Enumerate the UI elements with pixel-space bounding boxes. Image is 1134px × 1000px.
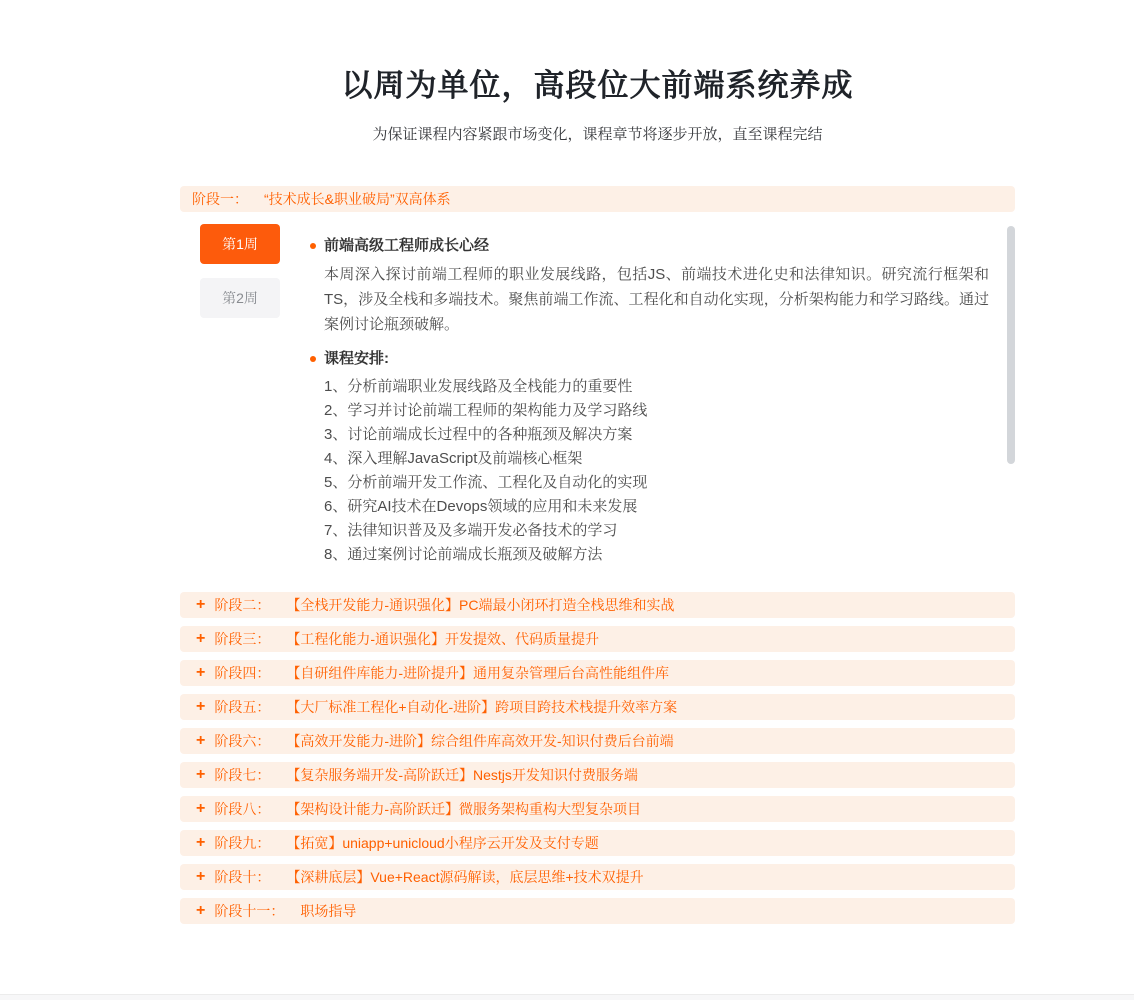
page-title: 以周为单位，高段位大前端系统养成	[341, 68, 854, 103]
expand-plus-icon[interactable]: +	[196, 664, 206, 681]
stage-row-label: 阶段二：	[214, 597, 271, 613]
section-schedule-title: 课程安排:	[324, 350, 389, 367]
content-container	[180, 0, 1015, 924]
expand-plus-icon[interactable]: +	[196, 596, 206, 613]
stage-1-header[interactable]	[180, 186, 1015, 212]
stage-row-title: 【大厂标准工程化+自动化-进阶】跨项目跨技术栈提升效率方案	[286, 699, 678, 715]
collapsed-stage-list	[180, 592, 1015, 924]
stage-row-title: 【深耕底层】Vue+React源码解读，底层思维+技术双提升	[286, 869, 644, 885]
expand-plus-icon[interactable]: +	[196, 902, 206, 919]
stage-row-title: 【高效开发能力-进阶】综合组件库高效开发-知识付费后台前端	[286, 733, 674, 749]
stage-row-2[interactable]	[180, 592, 1015, 618]
scrollbar-thumb[interactable]	[1007, 226, 1015, 464]
week-tab-1[interactable]: 第1周	[200, 224, 280, 264]
section-growth-desc: 本周深入探讨前端工程师的职业发展线路，包括JS、前端技术进化史和法律知识。研究流行框架和TS，涉及全栈和多端技术。聚焦前端工作流、工程化和自动化实现，分析架构能力和学习路线。通过案例讨论瓶颈破解。	[324, 266, 989, 333]
schedule-item: 2、学习并讨论前端工程师的架构能力及学习路线	[324, 402, 648, 419]
stage-row-9[interactable]	[180, 830, 1015, 856]
week-content-scroll	[300, 224, 1015, 567]
stage-row-11[interactable]	[180, 898, 1015, 924]
stage-row-title: 【架构设计能力-高阶跃迁】微服务架构重构大型复杂项目	[286, 801, 642, 817]
stage-row-10[interactable]	[180, 864, 1015, 890]
section-schedule	[310, 349, 989, 369]
section-growth	[310, 236, 989, 256]
expand-plus-icon[interactable]: +	[196, 732, 206, 749]
expand-plus-icon[interactable]: +	[196, 868, 206, 885]
schedule-list	[324, 375, 989, 567]
stage-row-label: 阶段五：	[214, 699, 271, 715]
stage-row-label: 阶段八：	[214, 801, 271, 817]
expand-plus-icon[interactable]: +	[196, 698, 206, 715]
stage-row-5[interactable]	[180, 694, 1015, 720]
next-section-divider	[0, 994, 1134, 1000]
stage-1-body	[180, 224, 1015, 563]
stage-row-label: 阶段六：	[214, 733, 271, 749]
stage-row-label: 阶段九：	[214, 835, 271, 851]
schedule-item: 7、法律知识普及及多端开发必备技术的学习	[324, 522, 618, 539]
week-content-panel	[300, 224, 1015, 563]
stage-row-6[interactable]	[180, 728, 1015, 754]
schedule-item: 1、分析前端职业发展线路及全栈能力的重要性	[324, 378, 633, 395]
schedule-item: 5、分析前端开发工作流、工程化及自动化的实现	[324, 474, 648, 491]
schedule-item: 6、研究AI技术在Devops领域的应用和未来发展	[324, 498, 638, 515]
stage-row-label: 阶段三：	[214, 631, 271, 647]
stage-row-title: 【全栈开发能力-通识强化】PC端最小闭环打造全栈思维和实战	[286, 597, 675, 613]
stage-row-label: 阶段十：	[214, 869, 271, 885]
bullet-dot-icon	[310, 243, 316, 249]
stage-row-label: 阶段七：	[214, 767, 271, 783]
page-header	[180, 0, 1015, 144]
stage-row-7[interactable]	[180, 762, 1015, 788]
bullet-dot-icon	[310, 356, 316, 362]
page-subtitle: 为保证课程内容紧跟市场变化，课程章节将逐步开放，直至课程完结	[372, 126, 823, 143]
week-tab-2[interactable]: 第2周	[200, 278, 280, 318]
section-growth-title: 前端高级工程师成长心经	[324, 237, 490, 254]
stage-row-label: 阶段十一：	[214, 903, 285, 919]
stage-row-title: 【复杂服务端开发-高阶跃迁】Nestjs开发知识付费服务端	[286, 767, 638, 783]
stage-row-title: 职场指导	[300, 903, 357, 919]
stage-row-4[interactable]	[180, 660, 1015, 686]
stage-1-title: “技术成长&职业破局”双高体系	[264, 191, 451, 207]
schedule-item: 4、深入理解JavaScript及前端核心框架	[324, 450, 583, 467]
expand-plus-icon[interactable]: +	[196, 630, 206, 647]
stage-row-label: 阶段四：	[214, 665, 271, 681]
stage-row-3[interactable]	[180, 626, 1015, 652]
schedule-item: 3、讨论前端成长过程中的各种瓶颈及解决方案	[324, 426, 633, 443]
week-tab-list	[200, 224, 280, 547]
expand-plus-icon[interactable]: +	[196, 834, 206, 851]
stage-row-8[interactable]	[180, 796, 1015, 822]
expand-plus-icon[interactable]: +	[196, 800, 206, 817]
expand-plus-icon[interactable]: +	[196, 766, 206, 783]
schedule-item: 8、通过案例讨论前端成长瓶颈及破解方法	[324, 546, 603, 563]
stage-row-title: 【工程化能力-通识强化】开发提效、代码质量提升	[286, 631, 600, 647]
stage-row-title: 【自研组件库能力-进阶提升】通用复杂管理后台高性能组件库	[286, 665, 670, 681]
stage-section-1	[180, 186, 1015, 563]
stage-1-label: 阶段一：	[192, 191, 248, 207]
stage-row-title: 【拓宽】uniapp+unicloud小程序云开发及支付专题	[286, 835, 599, 851]
